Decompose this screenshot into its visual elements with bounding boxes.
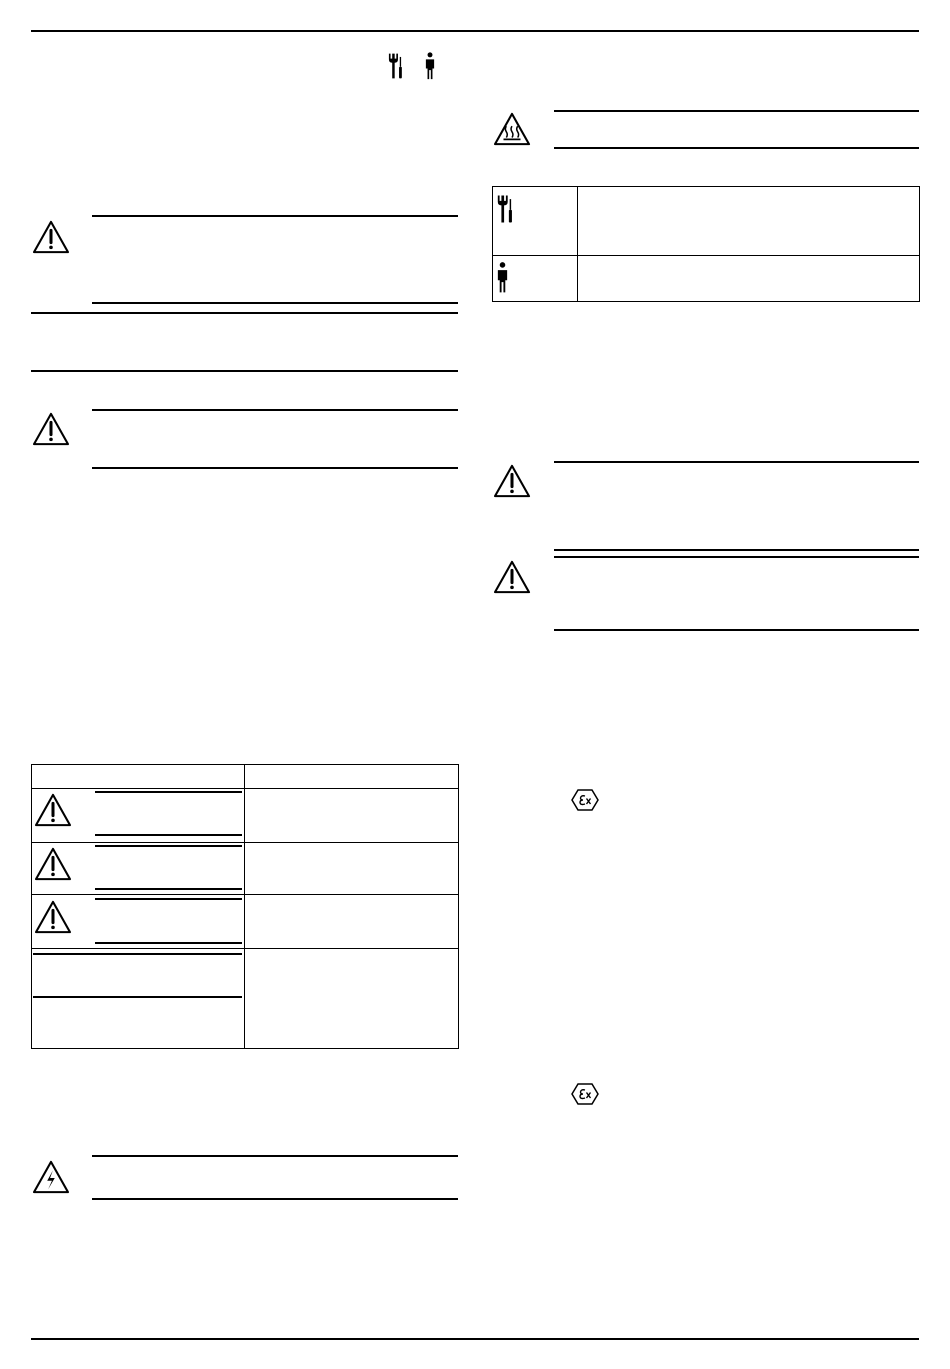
warning-triangle-icon: [31, 220, 71, 254]
electric-warning-bottom-rule: [92, 1198, 458, 1200]
signal-row-3-bottom-rule: [95, 942, 242, 944]
warning-1-bottom-rule: [92, 302, 458, 304]
section-rule-top: [31, 312, 458, 314]
footer-rule: [31, 1338, 919, 1340]
warning-4-bottom-rule: [554, 629, 919, 631]
signal-row-4-bottom-rule: [33, 996, 242, 998]
hot-surface-icon: [492, 112, 532, 146]
person-icon: [496, 261, 509, 294]
signal-table-header-rule: [31, 788, 459, 789]
warning-2-top-rule: [92, 409, 458, 411]
person-icon: [424, 52, 436, 80]
signal-table: [31, 764, 459, 1049]
hot-warning-bottom-rule: [554, 147, 919, 149]
warning-2-bottom-rule: [92, 467, 458, 469]
signal-table-divider: [244, 764, 245, 1049]
signal-table-row-rule: [31, 948, 459, 949]
warning-4-top-rule: [554, 549, 919, 551]
tools-icon: [387, 52, 404, 80]
ex-mark-icon: [570, 1082, 600, 1106]
section-rule-bottom: [31, 370, 458, 372]
tools-icon: [496, 193, 514, 225]
warning-triangle-icon: [492, 560, 532, 594]
signal-table-row-rule: [31, 842, 459, 843]
warning-3-top-rule: [554, 461, 919, 463]
warning-triangle-icon: [492, 464, 532, 498]
qualification-table-divider: [577, 186, 578, 302]
qualification-table-row-rule: [492, 255, 920, 256]
ex-mark-icon: [570, 788, 600, 812]
warning-triangle-icon: [34, 900, 72, 934]
signal-table-row-rule: [31, 894, 459, 895]
signal-row-4-top-rule: [33, 953, 242, 955]
warning-triangle-icon: [34, 793, 72, 827]
warning-1-top-rule: [92, 215, 458, 217]
warning-triangle-icon: [34, 847, 72, 881]
signal-row-1-top-rule: [95, 791, 242, 793]
electric-warning-top-rule: [92, 1155, 458, 1157]
signal-row-1-bottom-rule: [95, 834, 242, 836]
warning-triangle-icon: [31, 412, 71, 446]
signal-row-2-bottom-rule: [95, 888, 242, 890]
hot-warning-top-rule: [554, 110, 919, 112]
qualification-table: [492, 186, 920, 302]
electric-hazard-icon: [31, 1160, 71, 1194]
header-rule: [31, 30, 919, 32]
warning-4-top-rule-2: [554, 556, 919, 558]
signal-row-3-top-rule: [95, 898, 242, 900]
signal-row-2-top-rule: [95, 845, 242, 847]
